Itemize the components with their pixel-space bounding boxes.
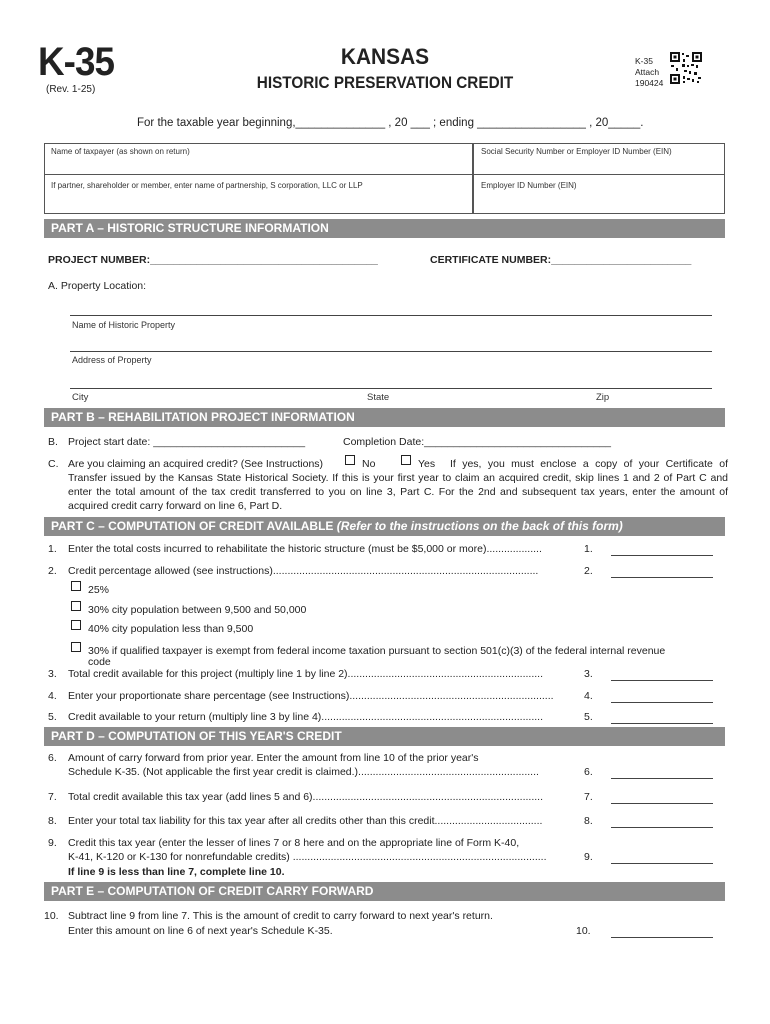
city-state-zip-input[interactable] <box>70 388 712 389</box>
part-d-heading: PART D – COMPUTATION OF THIS YEAR'S CREDIT <box>44 727 725 746</box>
state-title: KANSAS <box>340 44 430 69</box>
taxpayer-name-field[interactable] <box>44 143 474 175</box>
line-4-number: 4. <box>48 690 57 702</box>
line-8-label: Enter your total tax liability for this tax year after all credits other than this credit..................................... <box>68 815 543 827</box>
line-5-label: Credit available to your return (multiply line 3 by line 4)............................................................................ <box>68 711 543 723</box>
line-9-label-cont: K-41, K-120 or K-130 for nonrefundable credits) ....................................................................................... <box>68 851 547 863</box>
credit-40-label: 40% city population less than 9,500 <box>88 623 254 635</box>
line-9-number: 9. <box>48 837 57 849</box>
part-c-note: (Refer to the instructions on the back of this form) <box>336 519 623 533</box>
acquired-credit-no-checkbox[interactable] <box>345 455 355 465</box>
credit-40-checkbox[interactable] <box>71 620 81 630</box>
line-9-amount[interactable] <box>611 863 713 864</box>
project-number-field[interactable]: PROJECT NUMBER:_______________________________________ <box>48 254 378 266</box>
taxable-year-line[interactable]: For the taxable year beginning,______________ , 20 ___ ; ending _________________ , 20_____. <box>137 117 644 129</box>
line-3-ref: 3. <box>584 668 593 680</box>
line-5-ref: 5. <box>584 711 593 723</box>
certificate-number-field[interactable]: CERTIFICATE NUMBER:________________________ <box>430 254 692 266</box>
line-1-label: Enter the total costs incurred to rehabilitate the historic structure (must be $5,000 or more)................... <box>68 543 542 555</box>
line-10-amount[interactable] <box>611 937 713 938</box>
property-name-label: Name of Historic Property <box>72 320 176 330</box>
property-address-label: Address of Property <box>72 355 152 365</box>
line-7-ref: 7. <box>584 791 593 803</box>
line-7-number: 7. <box>48 791 57 803</box>
credit-30-exempt-label: 30% if qualified taxpayer is exempt from federal income taxation pursuant to section 501(c)(3) of the federal internal revenue <box>88 645 666 657</box>
line-1-amount[interactable] <box>611 555 713 556</box>
line-9-label: Credit this tax year (enter the lesser of lines 7 or 8 here and on the appropriate line of Form K-40, <box>68 837 520 849</box>
credit-30-city-label: 30% city population between 9,500 and 50,000 <box>88 604 307 616</box>
attach-form: K-35 <box>635 56 653 66</box>
line-6-label: Amount of carry forward from prior year. Enter the amount from line 10 of the prior year's <box>68 752 479 764</box>
line-2-number: 2. <box>48 565 57 577</box>
partnership-name-field[interactable] <box>44 174 474 214</box>
property-address-input[interactable] <box>70 351 712 352</box>
line-2-label: Credit percentage allowed (see instructions)........................................................................................... <box>68 565 539 577</box>
line-6-number: 6. <box>48 752 57 764</box>
line-7-amount[interactable] <box>611 803 713 804</box>
line-6-amount[interactable] <box>611 778 713 779</box>
line-4-ref: 4. <box>584 690 593 702</box>
partnership-name-label: If partner, shareholder or member, enter name of partnership, S corporation, LLC or LLP <box>51 181 363 190</box>
attach-label: Attach <box>635 67 660 77</box>
line-3-amount[interactable] <box>611 680 713 681</box>
credit-30-exempt-checkbox[interactable] <box>71 642 81 652</box>
taxpayer-name-label: Name of taxpayer (as shown on return) <box>51 147 190 156</box>
line-9-ref: 9. <box>584 851 593 863</box>
line-b-number: B. <box>48 436 58 448</box>
line-1-number: 1. <box>48 543 57 555</box>
credit-25-checkbox[interactable] <box>71 581 81 591</box>
state-label: State <box>367 392 390 403</box>
acquired-credit-note: If yes, you must enclose a copy of your Certificate of <box>450 458 728 470</box>
no-label: No <box>362 458 376 470</box>
line-8-amount[interactable] <box>611 827 713 828</box>
line-8-number: 8. <box>48 815 57 827</box>
acquired-credit-question: Are you claiming an acquired credit? (See Instructions) <box>68 458 324 470</box>
line-4-amount[interactable] <box>611 702 713 703</box>
property-location-label: A. Property Location: <box>48 280 147 292</box>
line-c-number: C. <box>48 458 59 470</box>
property-name-input[interactable] <box>70 315 712 316</box>
line-8-ref: 8. <box>584 815 593 827</box>
project-start-date-field[interactable]: Project start date: __________________________ <box>68 436 306 448</box>
line-2-ref: 2. <box>584 565 593 577</box>
line-10-label: Subtract line 9 from line 7. This is the amount of credit to carry forward to next year's return. <box>68 910 493 922</box>
line-5-amount[interactable] <box>611 723 713 724</box>
ein-label: Employer ID Number (EIN) <box>481 181 577 190</box>
completion-date-field[interactable]: Completion Date:________________________________ <box>343 436 611 448</box>
attach-block <box>635 56 663 89</box>
qr-code-icon <box>669 51 703 85</box>
part-c-heading <box>44 517 725 536</box>
ein-field[interactable] <box>472 174 725 214</box>
form-title: HISTORIC PRESERVATION CREDIT <box>256 73 514 92</box>
credit-30-city-checkbox[interactable] <box>71 601 81 611</box>
line-3-label: Total credit available for this project (multiply line 1 by line 2)................................................................... <box>68 668 543 680</box>
line-9-note: If line 9 is less than line 7, complete line 10. <box>68 866 285 878</box>
city-label: City <box>72 392 89 403</box>
credit-25-label: 25% <box>88 584 110 596</box>
yes-label: Yes <box>418 458 436 470</box>
line-6-label-cont: Schedule K-35. (Not applicable the first year credit is claimed.).............................................................. <box>68 766 539 778</box>
zip-label: Zip <box>596 392 610 403</box>
credit-30-exempt-label-cont: code <box>88 656 111 668</box>
line-10-number: 10. <box>44 910 59 922</box>
line-2-amount[interactable] <box>611 577 713 578</box>
line-10-ref: 10. <box>576 925 591 937</box>
ssn-field[interactable] <box>472 143 725 175</box>
ssn-label: Social Security Number or Employer ID Number (EIN) <box>481 147 672 156</box>
acquired-credit-instructions: Transfer issued by the Kansas State Historical Society. If this is your first year to claim an acquired credit, skip lines 1 and 2 of Part C and enter the total amount of the tax credit transferred to you on line 3, Part C. For the 2nd and subsequent tax years, enter the amount of acquired credit carry forward on line 6, Part D. <box>68 472 728 512</box>
line-5-number: 5. <box>48 711 57 723</box>
revision-date: (Rev. 1-25) <box>46 84 96 95</box>
attach-code: 190424 <box>635 78 664 88</box>
acquired-credit-yes-checkbox[interactable] <box>401 455 411 465</box>
part-b-heading: PART B – REHABILITATION PROJECT INFORMATION <box>44 408 725 427</box>
line-10-label-cont: Enter this amount on line 6 of next year's Schedule K-35. <box>68 925 333 937</box>
line-3-number: 3. <box>48 668 57 680</box>
part-c-title: PART C – COMPUTATION OF CREDIT AVAILABLE <box>51 519 334 533</box>
line-7-label: Total credit available this tax year (add lines 5 and 6)............................................................................... <box>68 791 544 803</box>
part-a-heading: PART A – HISTORIC STRUCTURE INFORMATION <box>44 219 725 238</box>
part-e-heading: PART E – COMPUTATION OF CREDIT CARRY FORWARD <box>44 882 725 901</box>
form-id: K-35 <box>38 40 115 84</box>
line-1-ref: 1. <box>584 543 593 555</box>
line-4-label: Enter your proportionate share percentage (see Instructions)...................................................................... <box>68 690 554 702</box>
line-6-ref: 6. <box>584 766 593 778</box>
